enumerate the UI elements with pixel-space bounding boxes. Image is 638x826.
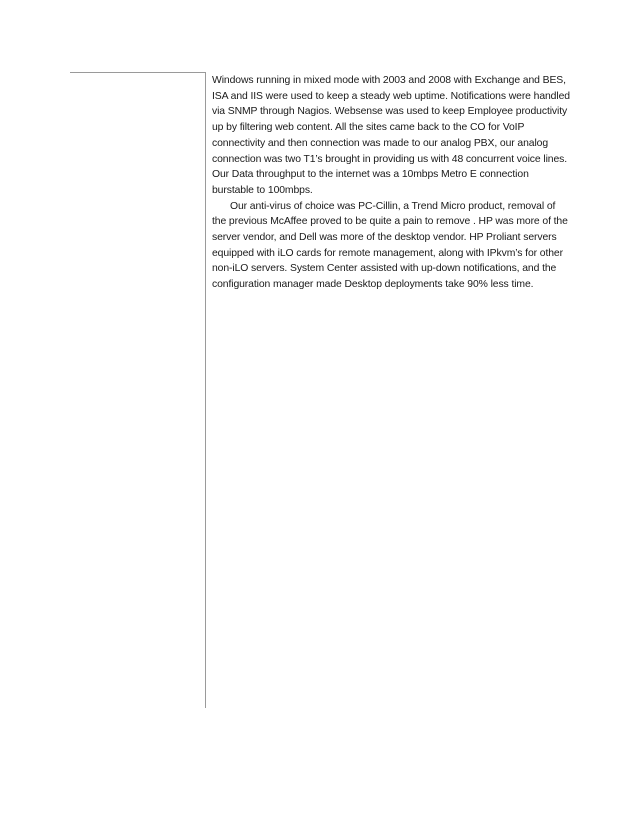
paragraph-1: Windows running in mixed mode with 2003 and 2008 with Exchange and BES, ISA and IIS were used to keep a steady web uptime. Notifications were handled via SNMP through Nagios. Websense was used to keep Employee productivity up by filtering web content. All the sites came back to the CO for VoIP connectivity and then connection was made to our analog PBX, our analog connection was two T1’s brought in providing us with 48 concurrent voice lines. Our Data throughput to the internet was a 10mbps Metro E connection burstable to 100mbps. [212,75,570,196]
header-rule [70,72,206,73]
margin-rule [205,72,206,708]
body-text [212,73,572,293]
paragraph-2: Our anti-virus of choice was PC-Cillin, a Trend Micro product, removal of the previous McAffee proved to be quite a pain to remove . HP was more of the server vendor, and Dell was more of the desktop vendor. HP Proliant servers equipped with iLO cards for remote management, along with IPkvm’s for other non-iLO servers. System Center assisted with up-down notifications, and the configuration manager made Desktop deployments take 90% less time. [212,200,568,291]
